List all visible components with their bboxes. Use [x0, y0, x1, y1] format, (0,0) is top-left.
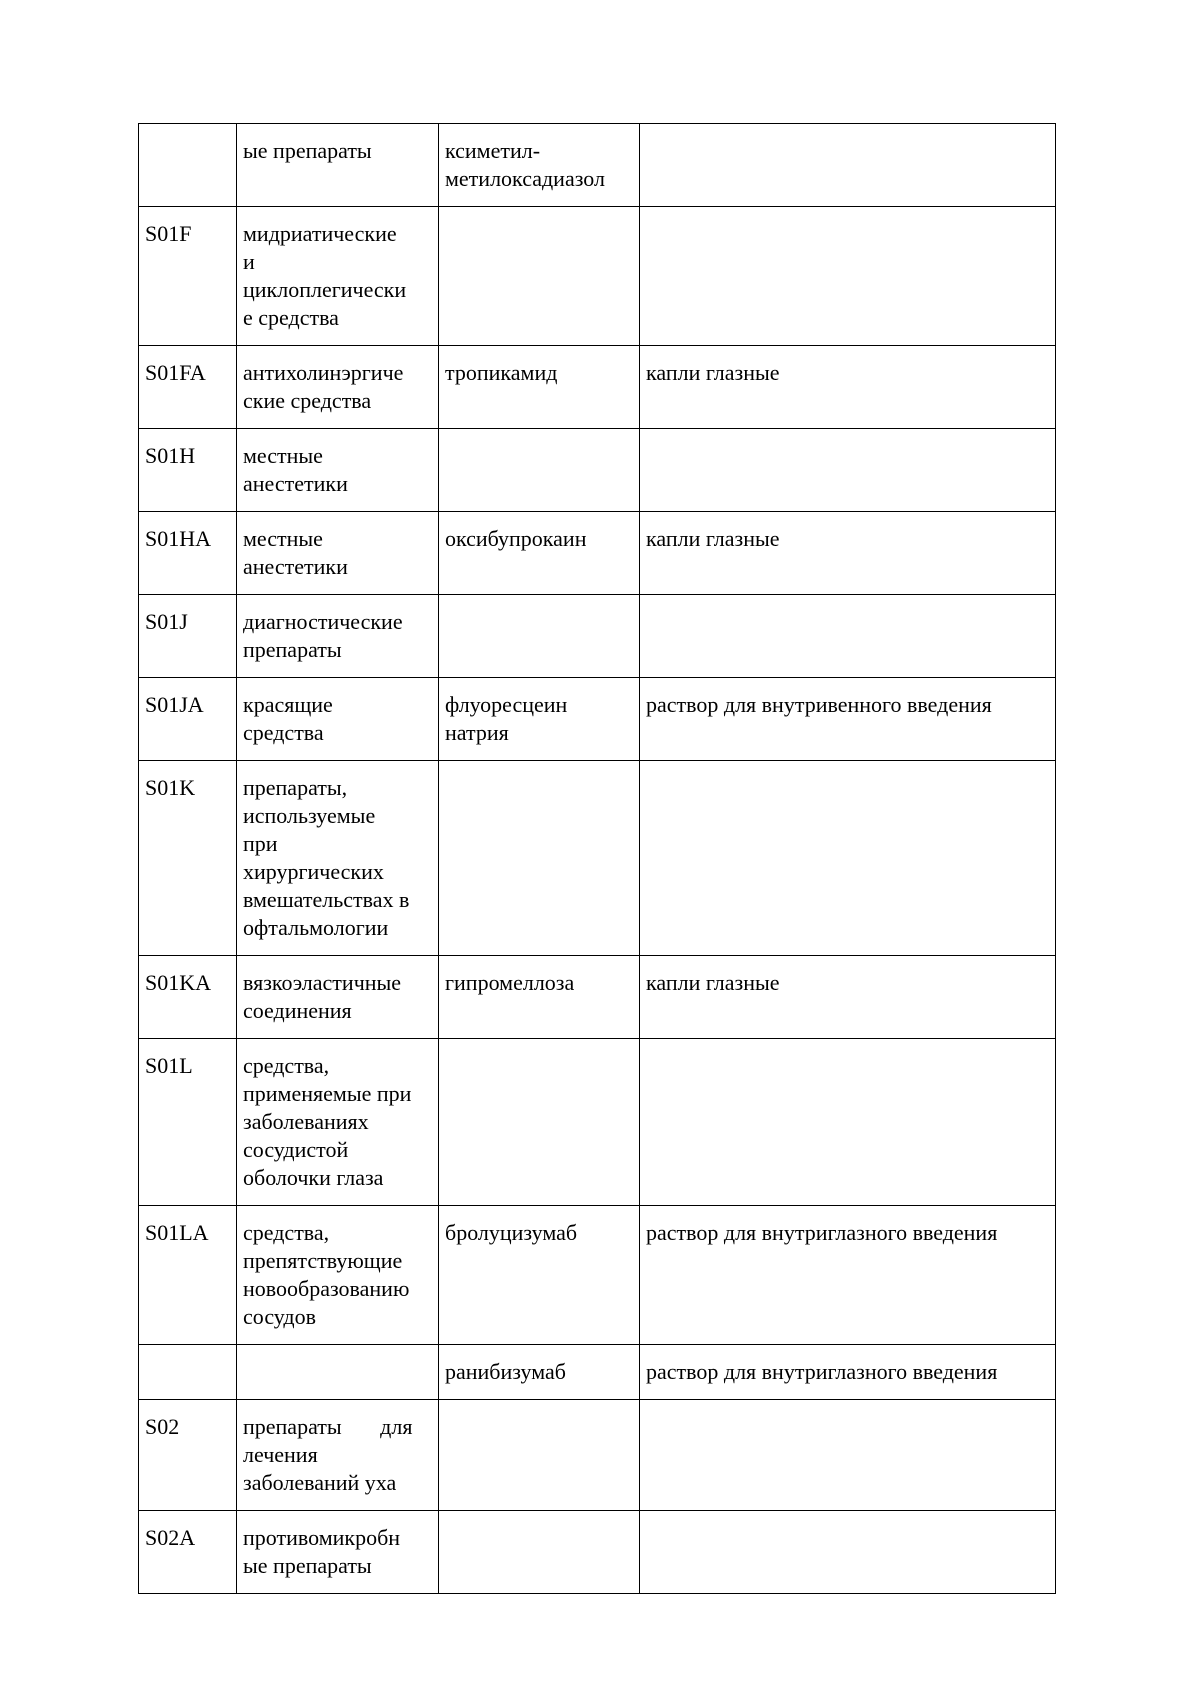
dosage-form-cell: раствор для внутривенного введения: [640, 678, 1056, 761]
atc-code-cell: S01LA: [139, 1206, 237, 1345]
drug-name-cell: [439, 1400, 640, 1511]
group-cell: антихолинэргиче ские средства: [237, 346, 439, 429]
drug-name-cell: [439, 1511, 640, 1594]
group-cell: средства, применяемые при заболеваниях сосудистой оболочки глаза: [237, 1039, 439, 1206]
drug-name-cell: [439, 761, 640, 956]
atc-code-cell: [139, 1345, 237, 1400]
drug-name-cell: гипромеллоза: [439, 956, 640, 1039]
table-row: [139, 124, 1056, 207]
dosage-form-cell: [640, 1511, 1056, 1594]
group-cell: [237, 1345, 439, 1400]
table-row: [139, 1206, 1056, 1345]
group-cell: ые препараты: [237, 124, 439, 207]
drug-name-cell: флуоресцеин натрия: [439, 678, 640, 761]
dosage-form-cell: раствор для внутриглазного введения: [640, 1206, 1056, 1345]
atc-code-cell: [139, 124, 237, 207]
atc-code-cell: S01J: [139, 595, 237, 678]
table-row: [139, 678, 1056, 761]
atc-code-cell: S01K: [139, 761, 237, 956]
drug-name-cell: [439, 1039, 640, 1206]
drug-name-cell: бролуцизумаб: [439, 1206, 640, 1345]
atc-code-cell: S01KA: [139, 956, 237, 1039]
dosage-form-cell: [640, 124, 1056, 207]
table-row: [139, 761, 1056, 956]
group-cell: мидриатические и циклоплегически е средства: [237, 207, 439, 346]
dosage-form-cell: [640, 1039, 1056, 1206]
group-cell: диагностические препараты: [237, 595, 439, 678]
atc-code-cell: S01HA: [139, 512, 237, 595]
table-row: [139, 207, 1056, 346]
table-row: [139, 429, 1056, 512]
dosage-form-cell: [640, 1400, 1056, 1511]
dosage-form-cell: [640, 595, 1056, 678]
table-row: [139, 595, 1056, 678]
table-row: [139, 1345, 1056, 1400]
table-row: [139, 1511, 1056, 1594]
group-cell: средства, препятствующие новообразованию сосудов: [237, 1206, 439, 1345]
drug-name-cell: ксиметил- метилоксадиазол: [439, 124, 640, 207]
table-row: [139, 1039, 1056, 1206]
dosage-form-cell: [640, 429, 1056, 512]
table-row: [139, 956, 1056, 1039]
group-cell: местные анестетики: [237, 429, 439, 512]
atc-code-cell: S01FA: [139, 346, 237, 429]
drug-name-cell: [439, 429, 640, 512]
atc-code-cell: S01L: [139, 1039, 237, 1206]
drug-name-cell: ранибизумаб: [439, 1345, 640, 1400]
drug-name-cell: [439, 595, 640, 678]
atc-code-cell: S02: [139, 1400, 237, 1511]
drug-name-cell: оксибупрокаин: [439, 512, 640, 595]
group-cell: местные анестетики: [237, 512, 439, 595]
dosage-form-cell: капли глазные: [640, 956, 1056, 1039]
atc-code-cell: S01JA: [139, 678, 237, 761]
dosage-form-cell: капли глазные: [640, 346, 1056, 429]
dosage-form-cell: [640, 761, 1056, 956]
group-cell: красящие средства: [237, 678, 439, 761]
drug-name-cell: [439, 207, 640, 346]
dosage-form-cell: капли глазные: [640, 512, 1056, 595]
group-cell: препараты, используемые при хирургических вмешательствах в офтальмологии: [237, 761, 439, 956]
atc-code-cell: S01F: [139, 207, 237, 346]
table-row: [139, 346, 1056, 429]
atc-code-cell: S01H: [139, 429, 237, 512]
drug-classification-table: [138, 123, 1056, 1594]
group-cell: противомикробн ые препараты: [237, 1511, 439, 1594]
table-row: [139, 512, 1056, 595]
drug-name-cell: тропикамид: [439, 346, 640, 429]
dosage-form-cell: раствор для внутриглазного введения: [640, 1345, 1056, 1400]
dosage-form-cell: [640, 207, 1056, 346]
atc-code-cell: S02A: [139, 1511, 237, 1594]
group-cell: препараты для лечения заболеваний уха: [237, 1400, 439, 1511]
table-row: [139, 1400, 1056, 1511]
group-cell: вязкоэластичные соединения: [237, 956, 439, 1039]
